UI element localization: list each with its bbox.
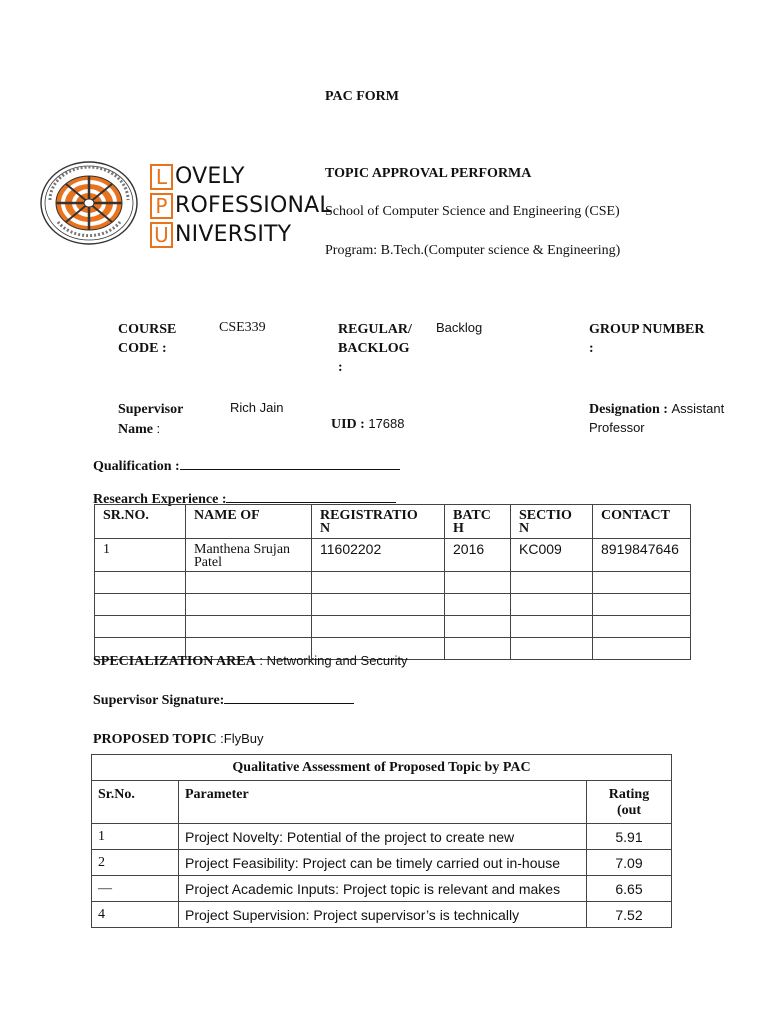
header-section-text-2: N: [519, 521, 530, 536]
cell: [511, 638, 593, 660]
pac-assessment-table: [91, 754, 672, 928]
header-srno-text: SR.NO.: [103, 508, 149, 523]
pac-row-srno: 2: [92, 850, 179, 876]
program-name: Program: B.Tech.(Computer science & Engineering): [325, 243, 621, 258]
course-code-label-line2: CODE :: [118, 341, 167, 356]
uid-value: 17688: [368, 416, 405, 431]
pac-header-rating: [587, 781, 672, 824]
designation-label: Designation :: [589, 402, 668, 417]
qualification-field: [93, 456, 400, 475]
regular-backlog-label: [338, 320, 412, 377]
table-row: [92, 824, 672, 850]
students-table-header: [95, 505, 691, 539]
supervisor-signature-label: Supervisor Signature:: [93, 693, 225, 708]
cell: [511, 594, 593, 616]
regular-backlog-label-line1: REGULAR/: [338, 322, 412, 337]
form-title: PAC FORM: [325, 89, 399, 104]
cell: [95, 594, 186, 616]
pac-row-parameter: Project Feasibility: Project can be timely carried out in-house: [179, 850, 587, 876]
pac-row-parameter: Project Academic Inputs: Project topic is relevant and makes: [179, 876, 587, 902]
cell: [312, 616, 445, 638]
supervisor-name-value: Rich Jain: [230, 400, 284, 415]
logo-line-university: [150, 222, 291, 248]
table-row: [95, 572, 691, 594]
logo-initial-p: P: [150, 193, 173, 219]
specialization-label: SPECIALIZATION AREA: [93, 654, 256, 669]
pac-table-header: [92, 781, 672, 824]
cell: [445, 616, 511, 638]
uid-label: UID :: [331, 417, 365, 432]
pac-row-srno: —: [92, 876, 179, 902]
cell: [95, 572, 186, 594]
student-section: KC009: [511, 539, 593, 572]
pac-row-srno: 4: [92, 902, 179, 928]
pac-table-caption-row: [92, 755, 672, 781]
pac-header-rating-line1: Rating: [608, 787, 650, 802]
student-contact: 8919847646: [593, 539, 691, 572]
proposed-topic-field: [93, 731, 264, 748]
pac-row-rating: 5.91: [587, 824, 672, 850]
cell: [593, 594, 691, 616]
table-row: [95, 539, 691, 572]
table-row: [92, 850, 672, 876]
cell: [511, 616, 593, 638]
cell: [312, 572, 445, 594]
logo-initial-u: U: [150, 222, 173, 248]
regular-backlog-label-line2: BACKLOG: [338, 341, 410, 356]
header-registration-text-2: N: [320, 521, 331, 536]
students-table: [94, 504, 691, 660]
pac-header-srno: Sr.No.: [92, 781, 179, 824]
pac-row-rating: 6.65: [587, 876, 672, 902]
supervisor-name-colon: :: [156, 421, 161, 436]
pac-header-parameter: Parameter: [179, 781, 587, 824]
cell: [593, 616, 691, 638]
designation-field: [589, 400, 724, 437]
qualification-label: Qualification :: [93, 459, 180, 474]
group-number-label-line2: :: [589, 341, 594, 356]
cell: [95, 616, 186, 638]
proposed-topic-label: PROPOSED TOPIC: [93, 732, 217, 747]
supervisor-signature-blank-line: [224, 690, 354, 704]
supervisor-name-label-line1: Supervisor: [118, 402, 184, 417]
group-number-label: [589, 320, 705, 358]
school-name: School of Computer Science and Engineering (CSE): [325, 204, 620, 219]
cell: [186, 572, 312, 594]
qualification-blank-line: [180, 456, 400, 470]
course-code-label: [118, 320, 176, 358]
proposed-topic-value: FlyBuy: [223, 731, 264, 746]
course-code-label-line1: COURSE: [118, 322, 177, 337]
proposed-topic-separator: :: [216, 731, 224, 746]
specialization-value: Networking and Security: [266, 653, 408, 668]
pac-row-rating: 7.52: [587, 902, 672, 928]
cell: [312, 594, 445, 616]
course-type-value: Backlog: [436, 320, 483, 335]
pac-table-caption: Qualitative Assessment of Proposed Topic by PAC: [92, 755, 672, 781]
header-contact: [593, 505, 691, 539]
logo-text-professional: ROFESSIONAL: [175, 193, 332, 218]
cell: [186, 594, 312, 616]
header-batch-text-2: H: [453, 521, 464, 536]
header-batch: [445, 505, 511, 539]
pac-row-parameter: Project Supervision: Project supervisor’s is technically: [179, 902, 587, 928]
header-batch-text-1: BATC: [453, 508, 491, 523]
logo-line-lovely: [150, 164, 245, 190]
cell: [445, 594, 511, 616]
uid-field: [331, 416, 405, 433]
logo-line-professional: [150, 193, 332, 219]
header-registration: [312, 505, 445, 539]
supervisor-signature-field: [93, 690, 354, 709]
table-row: [92, 876, 672, 902]
research-experience-label: Research Experience :: [93, 492, 227, 507]
table-row: [92, 902, 672, 928]
specialization-separator: :: [255, 653, 267, 668]
cell: [445, 572, 511, 594]
header-name-text: NAME OF: [194, 508, 260, 523]
cell: [511, 572, 593, 594]
cell: [593, 638, 691, 660]
header-registration-text-1: REGISTRATIO: [320, 508, 418, 523]
table-row: [95, 594, 691, 616]
pac-row-parameter: Project Novelty: Potential of the project to create new: [179, 824, 587, 850]
student-name: Manthena Srujan Patel: [186, 539, 312, 572]
course-code-value: CSE339: [219, 320, 266, 335]
header-name: [186, 505, 312, 539]
cell: [593, 572, 691, 594]
cell: [445, 638, 511, 660]
supervisor-name-label: [118, 400, 183, 439]
table-row: [95, 616, 691, 638]
header-srno: [95, 505, 186, 539]
supervisor-name-label-line2: Name: [118, 422, 153, 437]
logo-initial-l: L: [150, 164, 173, 190]
header-section-text-1: SECTIO: [519, 508, 572, 523]
student-batch: 2016: [445, 539, 511, 572]
header-contact-text: CONTACT: [601, 508, 670, 523]
university-seal-logo: [38, 160, 140, 246]
research-experience-blank-line: [226, 489, 396, 503]
pac-row-srno: 1: [92, 824, 179, 850]
designation-value-line2: Professor: [589, 420, 645, 435]
specialization-field: [93, 653, 407, 670]
logo-text-university: NIVERSITY: [175, 222, 292, 247]
regular-backlog-label-line3: :: [338, 360, 343, 375]
pac-header-rating-line2: (out: [616, 803, 642, 818]
student-registration: 11602202: [312, 539, 445, 572]
performa-title: TOPIC APPROVAL PERFORMA: [325, 166, 532, 181]
header-section: [511, 505, 593, 539]
cell: [186, 616, 312, 638]
pac-row-rating: 7.09: [587, 850, 672, 876]
logo-text-lovely: OVELY: [175, 164, 245, 189]
student-srno: 1: [95, 539, 186, 572]
designation-value-line1: Assistant: [671, 401, 725, 416]
group-number-label-line1: GROUP NUMBER: [589, 322, 705, 337]
